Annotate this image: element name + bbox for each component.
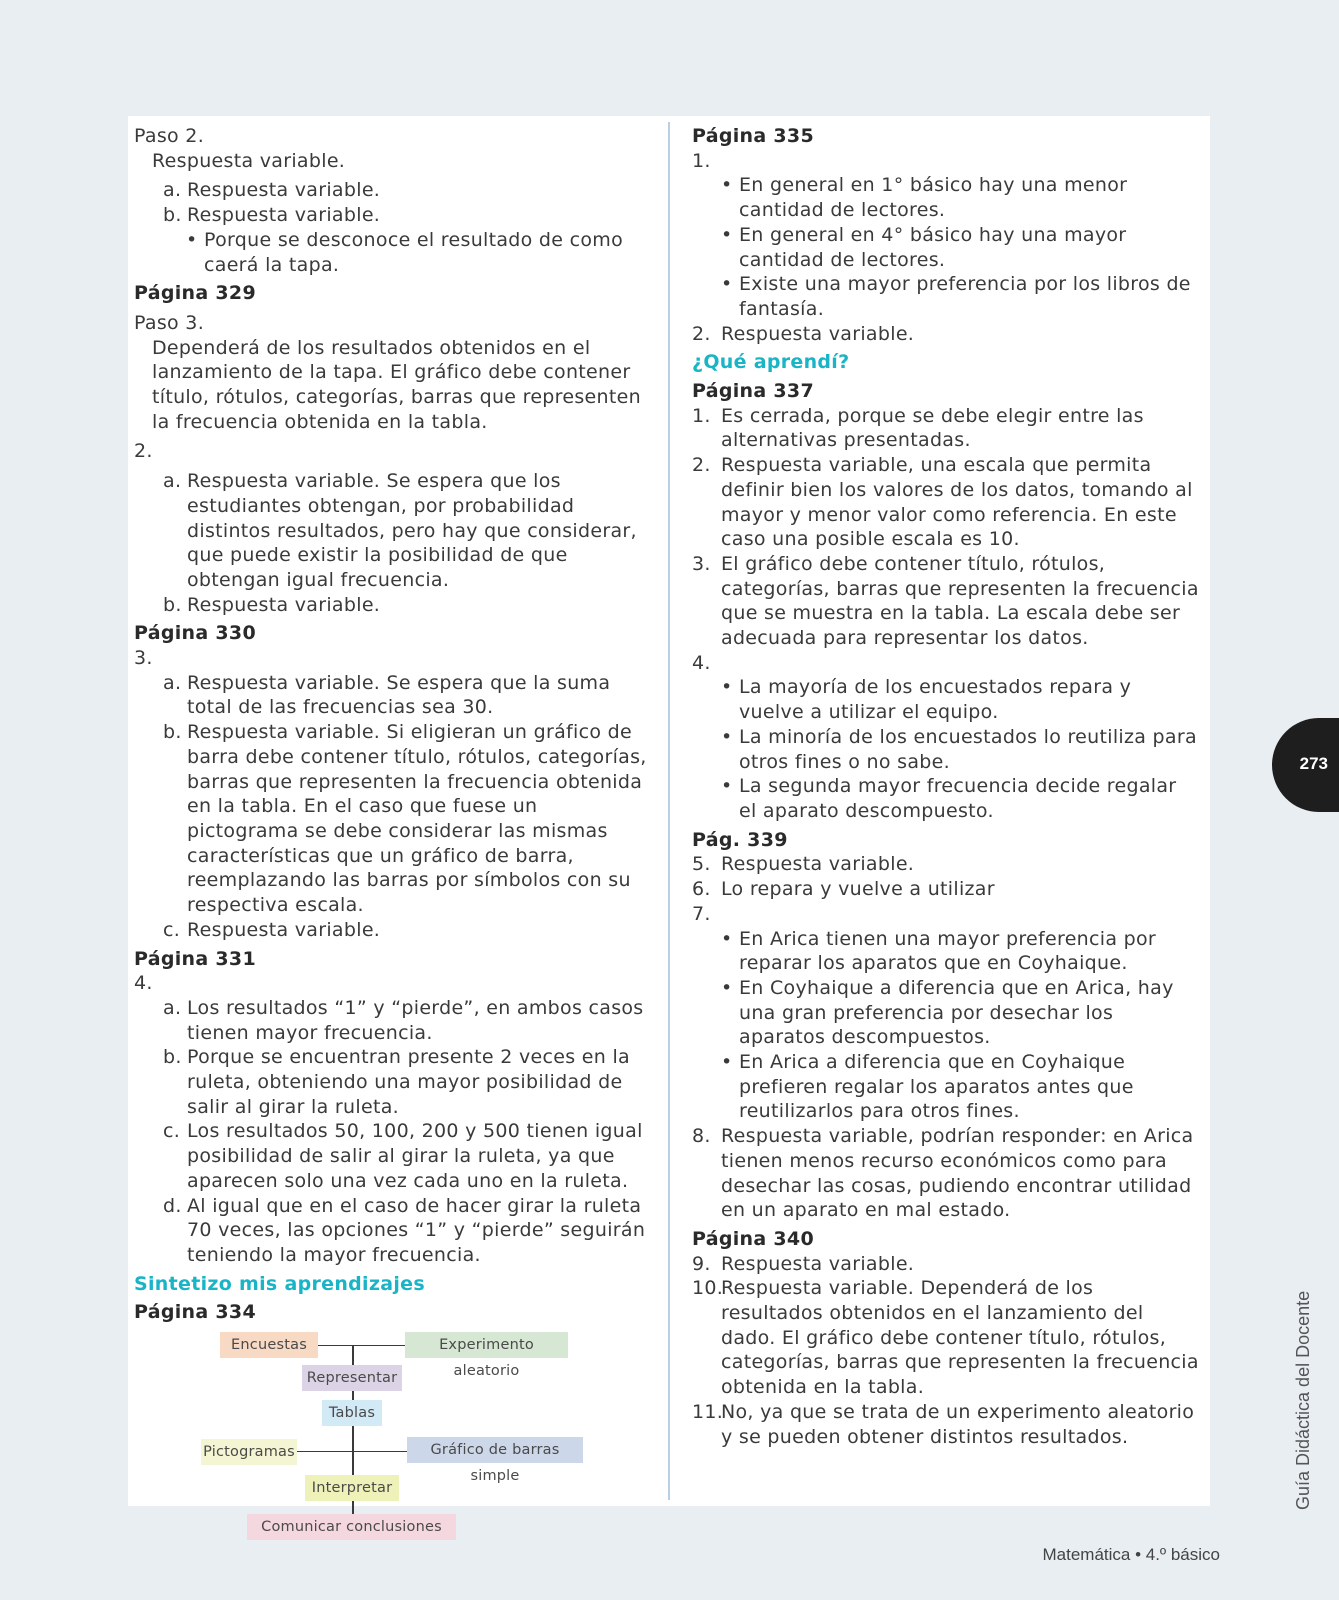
list-item: b. Porque se encuentran presente 2 veces en la ruleta, obteniendo una mayor posibilidad de salir al girar la ruleta. xyxy=(163,1046,630,1118)
list-item: • En general en 1° básico hay una menor cantidad de lectores. xyxy=(721,174,1128,222)
node-interpretar: Interpretar xyxy=(305,1475,399,1501)
list-item: 3. El gráfico debe contener título, rótulos, categorías, barras que representen la frecuencia que se muestra en la tabla. La escala debe ser adecuada para representar los datos. xyxy=(692,552,1199,650)
question-1-label: 1. xyxy=(692,149,711,172)
paso-3-text: Dependerá de los resultados obtenidos en el lanzamiento de la tapa. El gráfico debe contener título, rótulos, categorías, barras que representen la frecuencia obtenida en la tabla. xyxy=(152,336,641,433)
page-number: 273 xyxy=(1299,754,1328,773)
list-item: 2. Respuesta variable. xyxy=(692,322,915,345)
list-item: a. Los resultados “1” y “pierde”, en ambos casos tienen mayor frecuencia. xyxy=(163,996,644,1044)
map-connector xyxy=(318,1345,405,1346)
list-item: • La segunda mayor frecuencia decide regalar el aparato descompuesto. xyxy=(721,775,1177,822)
node-tablas: Tablas xyxy=(322,1400,382,1426)
list-item: c. Los resultados 50, 100, 200 y 500 tienen igual posibilidad de salir al girar la ruleta, ya que aparecen solo una vez cada uno en la ruleta. xyxy=(163,1120,643,1192)
list-item: • En Arica tienen una mayor preferencia por reparar los aparatos que en Coyhaique. xyxy=(721,927,1157,975)
paso-3-label: Paso 3. xyxy=(134,311,205,334)
section-heading-que-aprendi: ¿Qué aprendí? xyxy=(692,351,850,374)
left-column xyxy=(134,124,654,1544)
node-encuestas: Encuestas xyxy=(220,1332,318,1358)
list-item: • En Coyhaique a diferencia que en Arica, hay una gran preferencia por desechar los aparatos descompuestos. xyxy=(721,976,1174,1049)
page-heading-331: Página 331 xyxy=(134,947,256,970)
question-4-label: 4. xyxy=(692,651,711,674)
list-item: 8. Respuesta variable, podrían responder: en Arica tienen menos recurso económicos como para desechar las cosas, pudiendo encontrar utilidad en un aparato en mal estado. xyxy=(692,1125,1194,1222)
side-title: Guía Didáctica del Docente xyxy=(1293,1290,1313,1510)
list-item: • En Arica a diferencia que en Coyhaique prefieren regalar los aparatos antes que reutilizarlos para otros fines. xyxy=(721,1051,1134,1123)
section-heading-sintetizo: Sintetizo mis aprendizajes xyxy=(134,1272,425,1295)
question-2-label: 2. xyxy=(134,440,153,463)
page-heading-335: Página 335 xyxy=(692,125,814,147)
page-heading-339: Pág. 339 xyxy=(692,828,788,851)
paso-2-label: Paso 2. xyxy=(134,125,205,147)
paso-2-answer: Respuesta variable. xyxy=(152,149,346,172)
list-item: b. Respuesta variable. xyxy=(163,204,381,227)
footer-text: Matemática • 4.º básico xyxy=(1042,1545,1220,1564)
list-item: 2. Respuesta variable, una escala que permita definir bien los valores de los datos, tomando al mayor y menor valor como referencia. En este caso una posible escala es 10. xyxy=(692,454,1193,551)
concept-map xyxy=(134,1329,654,1544)
list-item: • La minoría de los encuestados lo reutiliza para otros fines o no sabe. xyxy=(721,725,1197,773)
map-connector xyxy=(297,1451,407,1452)
page-heading-330: Página 330 xyxy=(134,622,256,645)
list-item: • La mayoría de los encuestados repara y vuelve a utilizar el equipo. xyxy=(721,676,1132,724)
list-item: b. Respuesta variable. xyxy=(163,593,381,616)
list-item: • Existe una mayor preferencia por los libros de fantasía. xyxy=(721,273,1191,320)
question-4-label: 4. xyxy=(134,972,153,995)
page-number-tab xyxy=(1272,718,1339,812)
list-item: • En general en 4° básico hay una mayor cantidad de lectores. xyxy=(721,223,1127,271)
node-pictogramas: Pictogramas xyxy=(201,1439,297,1465)
column-divider xyxy=(668,122,670,1500)
list-item: a. Respuesta variable. Se espera que la suma total de las frecuencias sea 30. xyxy=(163,671,611,719)
list-item: 11. No, ya que se trata de un experimento aleatorio y se pueden obtener distintos resultados. xyxy=(692,1400,1195,1448)
page-heading-334: Página 334 xyxy=(134,1301,256,1324)
node-experimento-aleatorio: Experimento aleatorio xyxy=(405,1332,568,1358)
list-item: 6. Lo repara y vuelve a utilizar xyxy=(692,878,995,901)
list-item: • Porque se desconoce el resultado de como caerá la tapa. xyxy=(186,228,624,276)
list-item: a. Respuesta variable. Se espera que los estudiantes obtengan, por probabilidad distintos resultados, pero hay que considerar, que puede existir la posibilidad de que obtengan igual frecuencia. xyxy=(163,470,637,591)
question-7-label: 7. xyxy=(692,902,711,925)
list-item: 5. Respuesta variable. xyxy=(692,853,915,876)
right-column xyxy=(692,124,1200,1449)
list-item: a. Respuesta variable. xyxy=(163,179,381,202)
node-representar: Representar xyxy=(302,1365,402,1391)
node-grafico-barras-simple: Gráfico de barras simple xyxy=(407,1437,583,1463)
list-item: 1. Es cerrada, porque se debe elegir entre las alternativas presentadas. xyxy=(692,404,1144,452)
list-item: b. Respuesta variable. Si eligieran un gráfico de barra debe contener título, rótulos, categorías, barras que representen la frecuencia obtenida en la tabla. En el caso que fuese un pictograma se debe considerar las mismas características que un gráfico de barra, reemplazando las barras por símbolos con su respectiva escala. xyxy=(163,721,647,917)
list-item: 9. Respuesta variable. xyxy=(692,1252,915,1275)
node-comunicar-conclusiones: Comunicar conclusiones xyxy=(247,1514,456,1540)
list-item: c. Respuesta variable. xyxy=(163,918,381,941)
page-heading-340: Página 340 xyxy=(692,1227,814,1250)
page-heading-329: Página 329 xyxy=(134,282,256,305)
question-3-label: 3. xyxy=(134,647,153,670)
page-heading-337: Página 337 xyxy=(692,380,814,403)
list-item: 10. Respuesta variable. Dependerá de los resultados obtenidos en el lanzamiento del dado. El gráfico debe contener título, rótulos, categorías, barras que representen la frecuencia obtenida en la tabla. xyxy=(692,1277,1199,1399)
list-item: d. Al igual que en el caso de hacer girar la ruleta 70 veces, las opciones “1” y “pierde” seguirán teniendo la mayor frecuencia. xyxy=(163,1194,646,1266)
